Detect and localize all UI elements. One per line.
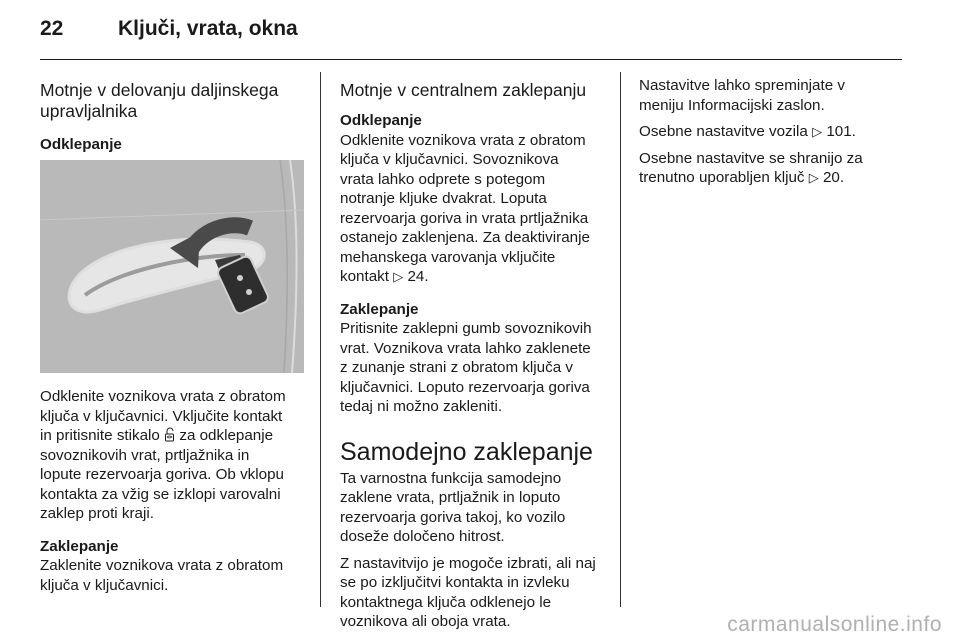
section-heading-remote-fault: Motnje v delovanju daljinskega upravljalnika	[40, 80, 279, 121]
unlock-padlock-icon	[164, 427, 175, 442]
page-reference-arrow-icon: ▷	[812, 124, 823, 139]
unlock-subtitle-2: Odklepanje	[340, 112, 422, 129]
auto-locking-setting-paragraph: Z nastavitvijo je mogoče izbrati, ali naj se po izključitvi kontakta in izvleku kontaktnega ključa odklenejo le voznikova ali oboja vrata.	[340, 554, 596, 630]
settings-paragraph: Nastavitve lahko spreminjate v meniju Informacijski zaslon.	[639, 77, 845, 114]
section-heading-auto-locking: Samodejno zaklepanje	[340, 437, 593, 466]
page-number: 22	[40, 17, 64, 40]
header-rule	[40, 59, 902, 60]
lock-subtitle: Zaklepanje	[40, 537, 119, 555]
central-lock-paragraph: Pritisnite zaklepni gumb sovoznikovih vrat. Voznikova vrata lahko zaklenete z zunanje strani z obratom ključa v ključavnici. Loputo rezervoarja goriva tedaj ni možno zakleniti.	[340, 320, 592, 415]
column-1	[40, 80, 312, 155]
key-settings-paragraph: Osebne nastavitve se shranijo za trenutno uporabljen ključ ▷ 20.	[639, 149, 863, 186]
page-reference-link[interactable]: 101.	[826, 123, 856, 140]
central-unlock-paragraph: Odklenite voznikova vrata z obratom ključa v ključavnici. Sovoznikova vrata lahko odprete s potegom notranje kljuke dvakrat. Loputa rezervoarja goriva in vrata prtljažnika ostanejo zaklenjena. Za deaktiviranje mehanskega varovanja vključite kontakt ▷ 24.	[340, 131, 590, 285]
column-3	[639, 76, 901, 188]
personal-settings-paragraph: Osebne nastavitve vozila ▷ 101.	[639, 123, 856, 140]
unlock-subtitle: Odklepanje	[40, 136, 122, 153]
door-handle-key-drawing	[40, 160, 304, 373]
column-separator-1	[320, 72, 321, 607]
page-reference-arrow-icon: ▷	[808, 170, 819, 185]
door-handle-key-illustration	[40, 160, 304, 373]
auto-locking-paragraph: Ta varnostna funkcija samodejno zaklene vrata, prtljažnik in loputo rezervoarja goriva takoj, ko vozilo doseže določeno hitrost.	[340, 469, 566, 545]
column-2	[340, 80, 612, 632]
lock-paragraph: Zaklenite voznikova vrata z obratom ključa v ključavnici.	[40, 557, 284, 594]
section-heading-central-locking-fault: Motnje v centralnem zaklepanju	[340, 80, 587, 100]
unlock-paragraph: Odklenite voznikova vrata z obratom ključa v ključavnici. Vključite kontakt in pritisnite stikalo za odklepanje sovoznikovih vrat, prtljažnika in lopute rezervoarja goriva. Ob vklopu kontakta za vžig se izklopi varovalni zaklep proti kraji.	[40, 388, 286, 522]
watermark: carmanualsonline.info	[727, 613, 942, 636]
lock-subtitle-2: Zaklepanje	[340, 300, 419, 318]
chapter-title: Ključi, vrata, okna	[118, 17, 298, 40]
page-reference-arrow-icon: ▷	[393, 269, 404, 284]
page-reference-link[interactable]: 24.	[407, 268, 429, 285]
page-reference-link[interactable]: 20.	[822, 169, 845, 186]
column-separator-2	[620, 72, 621, 607]
column-1-body	[40, 387, 312, 595]
